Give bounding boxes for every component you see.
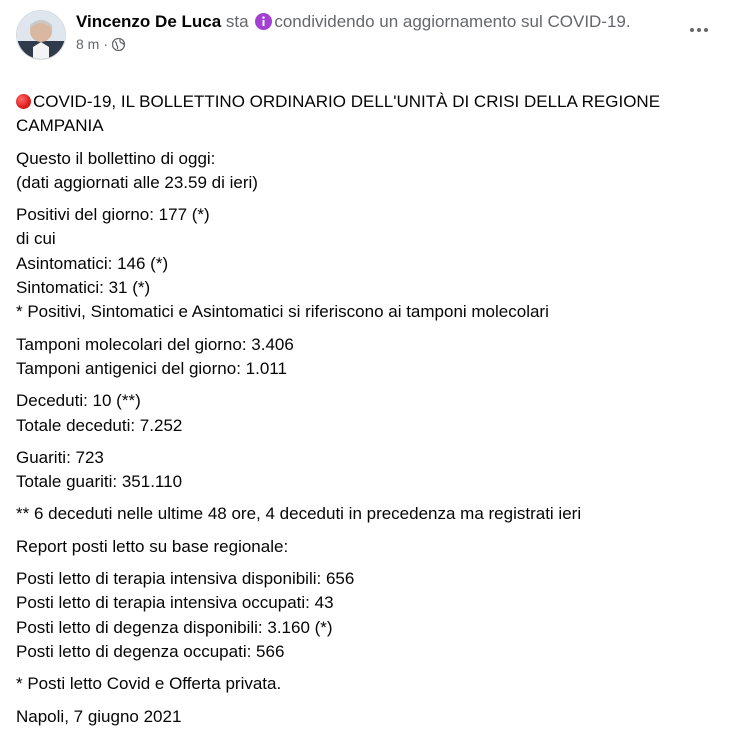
text-line: Asintomatici: 146 (*) xyxy=(16,253,169,273)
globe-icon[interactable] xyxy=(112,38,125,51)
meta-separator: · xyxy=(103,36,109,52)
post-meta xyxy=(76,36,676,52)
activity-prefix: sta xyxy=(225,12,249,31)
post-title-paragraph xyxy=(16,90,706,139)
text-line: Posti letto di terapia intensiva occupati: 43 xyxy=(16,593,334,613)
text-line: Deceduti: 10 (**) xyxy=(16,391,141,411)
author-name[interactable]: Vincenzo De Luca xyxy=(76,12,222,31)
text-line: Guariti: 723 xyxy=(16,447,104,467)
text-line: Report posti letto su base regionale: xyxy=(16,536,289,556)
more-options-icon[interactable] xyxy=(682,18,716,42)
text-line: Posti letto di terapia intensiva disponibili: 656 xyxy=(16,569,355,589)
text-line: di cui xyxy=(16,229,56,249)
text-line: (dati aggiornati alle 23.59 di ieri) xyxy=(16,172,258,192)
report-title-paragraph xyxy=(16,535,706,559)
text-line: Questo il bollettino di oggi: xyxy=(16,148,216,168)
posti-letto-paragraph xyxy=(16,567,706,664)
intro-paragraph xyxy=(16,147,706,196)
activity-text: condividendo un aggiornamento sul COVID-19. xyxy=(274,12,631,31)
tamponi-paragraph xyxy=(16,333,706,382)
note-posti-paragraph xyxy=(16,672,706,696)
author-avatar[interactable] xyxy=(16,10,66,60)
post-title-text: COVID-19, IL BOLLETTINO ORDINARIO DELL'UNITÀ DI CRISI DELLA REGIONE CAMPANIA xyxy=(16,92,661,136)
text-line: Posti letto di degenza disponibili: 3.160 (*) xyxy=(16,617,333,637)
red-circle-icon xyxy=(16,94,31,109)
guariti-paragraph xyxy=(16,446,706,495)
positivi-paragraph xyxy=(16,203,706,324)
info-icon xyxy=(255,13,272,30)
text-line: Totale guariti: 351.110 xyxy=(16,472,183,492)
text-line: * Positivi, Sintomatici e Asintomatici si riferiscono ai tamponi molecolari xyxy=(16,302,549,322)
signature-paragraph xyxy=(16,705,706,729)
text-line: Tamponi antigenici del giorno: 1.011 xyxy=(16,358,287,378)
post-header xyxy=(16,10,716,82)
deceduti-paragraph xyxy=(16,389,706,438)
text-line: Sintomatici: 31 (*) xyxy=(16,278,151,298)
text-line: Tamponi molecolari del giorno: 3.406 xyxy=(16,334,294,354)
text-line: Totale deceduti: 7.252 xyxy=(16,415,183,435)
activity-line xyxy=(76,10,676,34)
post-time[interactable]: 8 m xyxy=(76,36,100,52)
post-signature: Napoli, 7 giugno 2021 xyxy=(16,706,182,726)
text-line: ** 6 deceduti nelle ultime 48 ore, 4 deceduti in precedenza ma registrati ieri xyxy=(16,504,582,524)
note-deceduti-paragraph xyxy=(16,502,706,526)
header-text xyxy=(76,10,676,52)
post-body xyxy=(16,90,706,737)
text-line: Positivi del giorno: 177 (*) xyxy=(16,205,210,225)
text-line: * Posti letto Covid e Offerta privata. xyxy=(16,674,282,694)
text-line: Posti letto di degenza occupati: 566 xyxy=(16,641,285,661)
post-title xyxy=(16,90,686,139)
